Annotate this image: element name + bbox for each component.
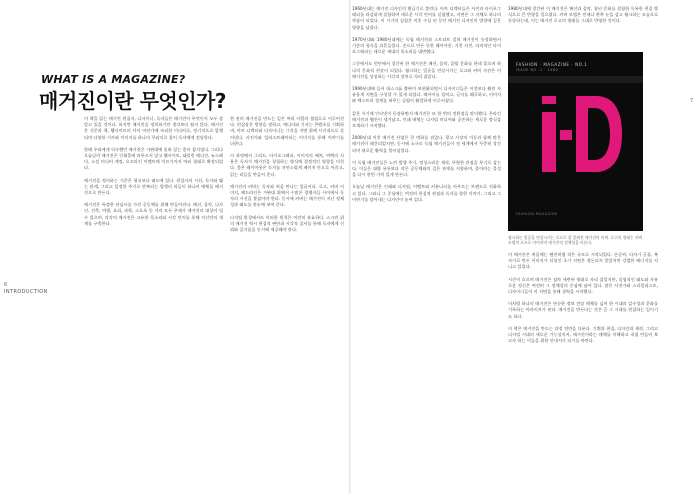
paragraph: 1980년대에 창간된 이 매거진은 패션과 음악, 청년 문화를 결합한 독특한 편집 방식으로 큰 반향을 일으켰다. 커버 모델은 언제나 한쪽 눈을 감고 윙크하는 모습으로 등장하는데, 이는 매거진 로고의 형태를 그대로 반영한 것이다. [508, 6, 658, 24]
section-label: INTRODUCTION [4, 289, 48, 295]
body-column-4-bottom [508, 252, 658, 490]
headline: 매거진이란 무엇인가? [39, 89, 226, 113]
paragraph: 1970년대와 1980년대에는 독립 매거진과 스트리트 컬처 매거진이 등장하면서 기존의 형식을 뒤흔들었다. 손으로 만든 듯한 레이아웃, 거친 사진, 파격적인 타이포그래피는 새로운 세대의 목소리를 대변했다. [352, 36, 501, 55]
folio-left: 6 [4, 282, 8, 288]
logo-dot [542, 96, 556, 104]
kicker-title: WHAT IS A MAGAZINE? [41, 73, 186, 86]
paragraph: 이 독립 매거진들은 느린 발행 주기, 정성스러운 제작, 뚜렷한 관점을 무기로 삼는다. 이들은 대량 유통보다 작은 공동체와의 깊은 관계를 지향하며, 종이라는 물성을 다시 한번 가치 있게 만든다. [352, 159, 501, 178]
paragraph: 이 매거진은 처음에는 팬진처럼 작은 규모로 시작되었다. 손글씨, 타자기 글꼴, 복사기로 만든 이미지가 뒤섞인 초기 지면은 정돈되지 않았지만 강렬한 에너지를 지니고 있었다. [508, 252, 658, 270]
logo-stem [542, 112, 556, 172]
page-gutter [349, 0, 351, 494]
cover-masthead: FASHION · MAGAZINE · NO.1 [516, 62, 588, 67]
body-column-3 [352, 6, 501, 490]
body-column-1 [84, 116, 223, 488]
logo-d-letter [576, 96, 622, 172]
body-column-4-top [508, 6, 658, 50]
paragraph: 같은 시기에 인터넷이 등장하면서 매거진은 또 한 번의 전환점을 맞이했다. 온라인 매거진과 웹진이 생겨났고, 인쇄 매체는 디지털 미디어와 공존하는 새로운 방식을 모색하기 시작했다. [352, 110, 501, 129]
paragraph: 디지털 환경에서도 이러한 원칙은 여전히 유효하다. 스크린 위의 매거진 역시 편집적 판단과 시각적 질서를 통해 독자에게 신뢰와 즐거움을 동시에 제공해야 한다. [230, 214, 344, 233]
paragraph: 매거진의 커버는 독자와 처음 만나는 얼굴이다. 로고, 커버 이미지, 헤드라인은 가판대 위에서 수많은 경쟁자들 사이에서 독자의 시선을 붙잡아야 한다. 동시에 커버는 매거진이 지닌 정체성과 태도를 한눈에 보여 준다. [230, 183, 344, 208]
i-D-wink-logo-icon [538, 86, 624, 182]
paragraph: 1960년대는 매거진 디자인의 황금기로 불린다. 아트 디렉터들은 사진과 타이포그래피를 과감하게 결합하며 새로운 시각 언어를 실험했고, 지면은 그 자체로 하나의 작품이 되었다. 이 시기의 실험은 이후 수십 년 동안 매거진 디자인의 방향에 깊은 영향을 남겼다. [352, 6, 501, 30]
paragraph: 2000년대 이후 매거진 산업은 큰 변화를 겪었다. 광고 시장의 이동과 함께 많은 매거진이 폐간되었지만, 동시에 소규모 독립 매거진들이 전 세계에서 꾸준히 창간되며 새로운 활력을 불어넣었다. [352, 135, 501, 153]
image-caption: 윙크하는 얼굴을 연상시키는 로고로 잘 알려진 매거진의 커버. 로고의 형태는 커버 모델의 포즈로 이어지며 매거진의 정체성을 이룬다. [508, 235, 643, 246]
logo-hyphen [560, 130, 572, 140]
paragraph: 이 과정에서 그리드, 타이포그래피, 이미지의 배치, 여백의 사용은 독자가 매거진을 경험하는 방식에 결정적인 영향을 미친다. 좋은 레이아웃은 독자를 자연스럽게 페이지 안으로 이끌고, 읽는 리듬을 만들어 준다. [230, 153, 344, 177]
body-column-2 [230, 116, 344, 488]
paragraph: 이 책은 매거진을 만드는 과정 전반을 다룬다. 기획과 편집, 디자인과 제작, 그리고 디지털 시대의 새로운 가능성까지, 매거진이라는 매체를 이해하고 직접 만들어 보고자 하는 이들을 위한 안내서가 되기를 바란다. [508, 325, 658, 344]
paragraph: 한때 우리에게 익숙했던 매거진은 가판대에 꽂혀 있는 종이 잡지였다. 그러나 오늘날의 매거진은 인쇄물에 머무르지 않고 웹사이트, 태블릿 에디션, 뉴스레터, 소셜 미디어 계정, 오프라인 이벤트에 이르기까지 여러 형태로 확장되었다. [84, 146, 223, 171]
cover-subline: ISSUE NO. 1 · 1980 [516, 68, 559, 72]
magazine-cover-image [508, 52, 643, 231]
paragraph: 매거진은 특정한 관심사를 가진 공동체를 위해 만들어진다. 패션, 음악, 디자인, 건축, 여행, 요리, 과학, 스포츠 등 거의 모든 주제가 매거진의 대상이 될 수 있으며, 각각의 매거진은 고유한 목소리와 시각 언어를 통해 자신만의 세계를 구축한다. [84, 202, 223, 226]
paragraph: 이처럼 하나의 매거진은 단순한 정보 전달 매체를 넘어 한 시대의 감수성과 문화를 기록하는 아카이브가 된다. 매거진을 만든다는 것은 곧 그 시대를 편집하는 일이기도 하다. [508, 301, 658, 319]
cover-band [508, 76, 643, 83]
paragraph: 이 책을 읽는 매거진 편집자, 디자이너, 독자들은 매거진이 무엇인지 모두 잘 알고 있을 것이다. 하지만 매거진을 정의하기란 생각보다 쉽지 않다. 매거진은 신문과 책, 웹사이트의 사이 어딘가에 자리한 미디어로, 정기적으로 발행되며 다양한 기사와 이미지를 하나의 꾸러미로 묶어 독자에게 전달한다. [84, 116, 223, 140]
paragraph: 그중에서도 런던에서 창간된 한 매거진은 패션, 음악, 클럽 문화를 한데 묶으며 하나의 문화적 현상이 되었다. 윙크하는 얼굴을 연상시키는 로고와 커버 사진은 이 매거진을 상징하는 시각적 장치로 자리 잡았다. [352, 61, 501, 79]
paragraph: 오늘날 매거진은 인쇄와 디지털, 이벤트와 커뮤니티를 아우르는 브랜드로 진화하고 있다. 그러나 그 중심에는 여전히 편집적 관점과 독자를 향한 이야기, 그리고 그 이야기를 담아내는 디자인이 놓여 있다. [352, 184, 501, 202]
paragraph: 시간이 흐르며 매거진은 점차 세련된 형태로 자리 잡았지만, 실험적인 태도와 자유로운 정신은 여전히 그 정체성의 중심에 남아 있다. 많은 사진가와 스타일리스트, 디자이너들이 이 지면을 통해 경력을 시작했다. [508, 276, 658, 295]
folio-right: 7 [690, 98, 694, 104]
paragraph: 매거진을 정의하는 기준은 형식보다 태도에 있다. 편집자의 시선, 독자와 맺는 관계, 그리고 일정한 주기로 반복되는 발행의 리듬이 하나의 매체를 매거진으로 만든다. [84, 177, 223, 196]
cover-footer: FASHION MAGAZINE [516, 212, 558, 216]
paragraph: 1990년대에 들어 데스크톱 출판이 보편화되면서 디자이너들은 이전보다 훨씬 자유롭게 지면을 구성할 수 있게 되었다. 레이어를 겹치고, 글자를 왜곡하고, 이미지와 텍스트의 경계를 허무는 실험이 활발하게 이루어졌다. [352, 86, 501, 104]
paragraph: 한 권의 매거진을 만드는 일은 여러 사람의 협업으로 이루어진다. 편집장은 방향을 정하고, 에디터와 기자는 콘텐츠를 기획하며, 아트 디렉터와 디자이너는 그것을 지면 위에 시각적으로 풀어낸다. 사진가와 일러스트레이터는 이미지를 통해 이야기를 더한다. [230, 116, 344, 146]
